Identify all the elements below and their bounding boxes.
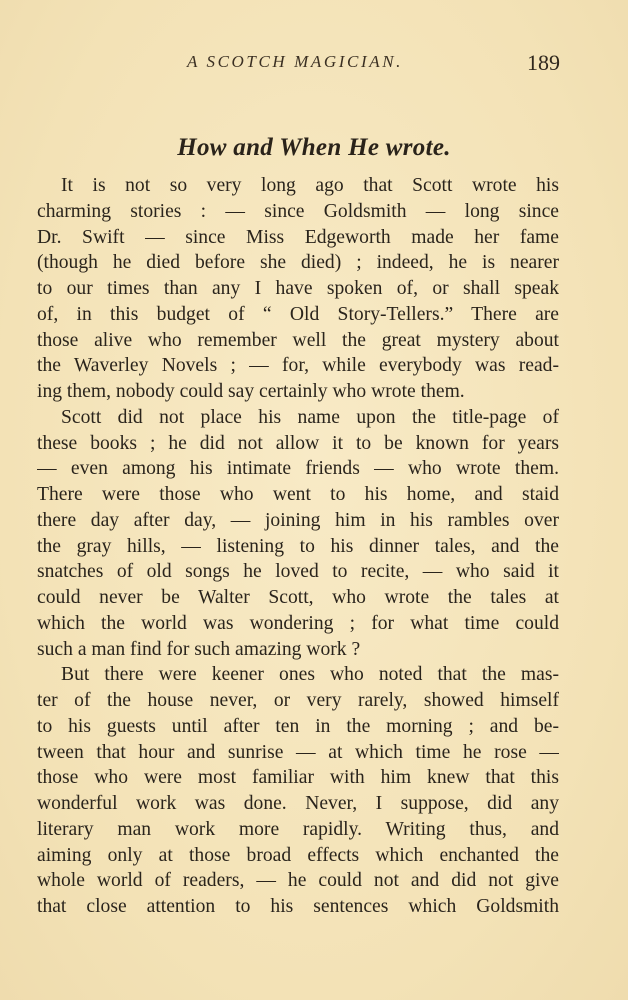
text-line: to our times than any I have spoken of, or shall speak bbox=[37, 278, 559, 299]
text-line: charming stories : — since Goldsmith — long since bbox=[37, 200, 559, 222]
text-line: ter of the house never, or very rarely, showed himself bbox=[37, 690, 559, 711]
text-line: — even among his intimate friends — who wrote them. bbox=[37, 458, 559, 480]
text-line: these books ; he did not allow it to be known for years bbox=[37, 432, 559, 454]
text-line: of, in this budget of “ Old Story-Tellers.” There are bbox=[37, 303, 559, 325]
text-line: It is not so very long ago that Scott wrote his bbox=[61, 175, 559, 196]
text-line: there day after day, — joining him in his rambles over bbox=[37, 509, 559, 531]
text-line: those alive who remember well the great mystery about bbox=[37, 329, 559, 351]
text-line: (though he died before she died) ; indeed, he is nearer bbox=[37, 252, 559, 274]
text-line: those who were most familiar with him knew that this bbox=[37, 767, 559, 789]
text-line: which the world was wondering ; for what time could bbox=[37, 612, 559, 634]
running-title: A SCOTCH MAGICIAN. bbox=[186, 52, 404, 71]
text-line: such a man find for such amazing work ? bbox=[37, 638, 361, 660]
text-line: literary man work more rapidly. Writing thus, and bbox=[37, 818, 559, 840]
text-line: tween that hour and sunrise — at which time he rose — bbox=[37, 741, 559, 763]
text-line: Dr. Swift — since Miss Edgeworth made her fame bbox=[37, 226, 559, 248]
running-header bbox=[0, 50, 628, 80]
text-line: to his guests until after ten in the morning ; and be- bbox=[37, 715, 559, 737]
text-line: wonderful work was done. Never, I suppose, did any bbox=[37, 793, 559, 814]
body-text bbox=[37, 173, 559, 920]
text-line: whole world of readers, — he could not and did not give bbox=[37, 870, 559, 892]
text-line: the Waverley Novels ; — for, while everybody was read- bbox=[37, 355, 559, 377]
section-heading: How and When He wrote. bbox=[177, 134, 451, 161]
text-line: the gray hills, — listening to his dinner tales, and the bbox=[37, 535, 559, 557]
text-line: There were those who went to his home, and staid bbox=[37, 484, 559, 505]
text-line: aiming only at those broad effects which enchanted the bbox=[37, 844, 559, 866]
text-line: ing them, nobody could say certainly who wrote them. bbox=[37, 381, 465, 402]
text-line: Scott did not place his name upon the title-page of bbox=[61, 406, 559, 428]
text-line: that close attention to his sentences which Goldsmith bbox=[37, 896, 559, 917]
text-line: could never be Walter Scott, who wrote the tales at bbox=[37, 587, 559, 608]
text-line: But there were keener ones who noted that the mas- bbox=[61, 664, 559, 686]
page-number: 189 bbox=[527, 50, 560, 75]
text-line: snatches of old songs he loved to recite, — who said it bbox=[37, 561, 559, 583]
